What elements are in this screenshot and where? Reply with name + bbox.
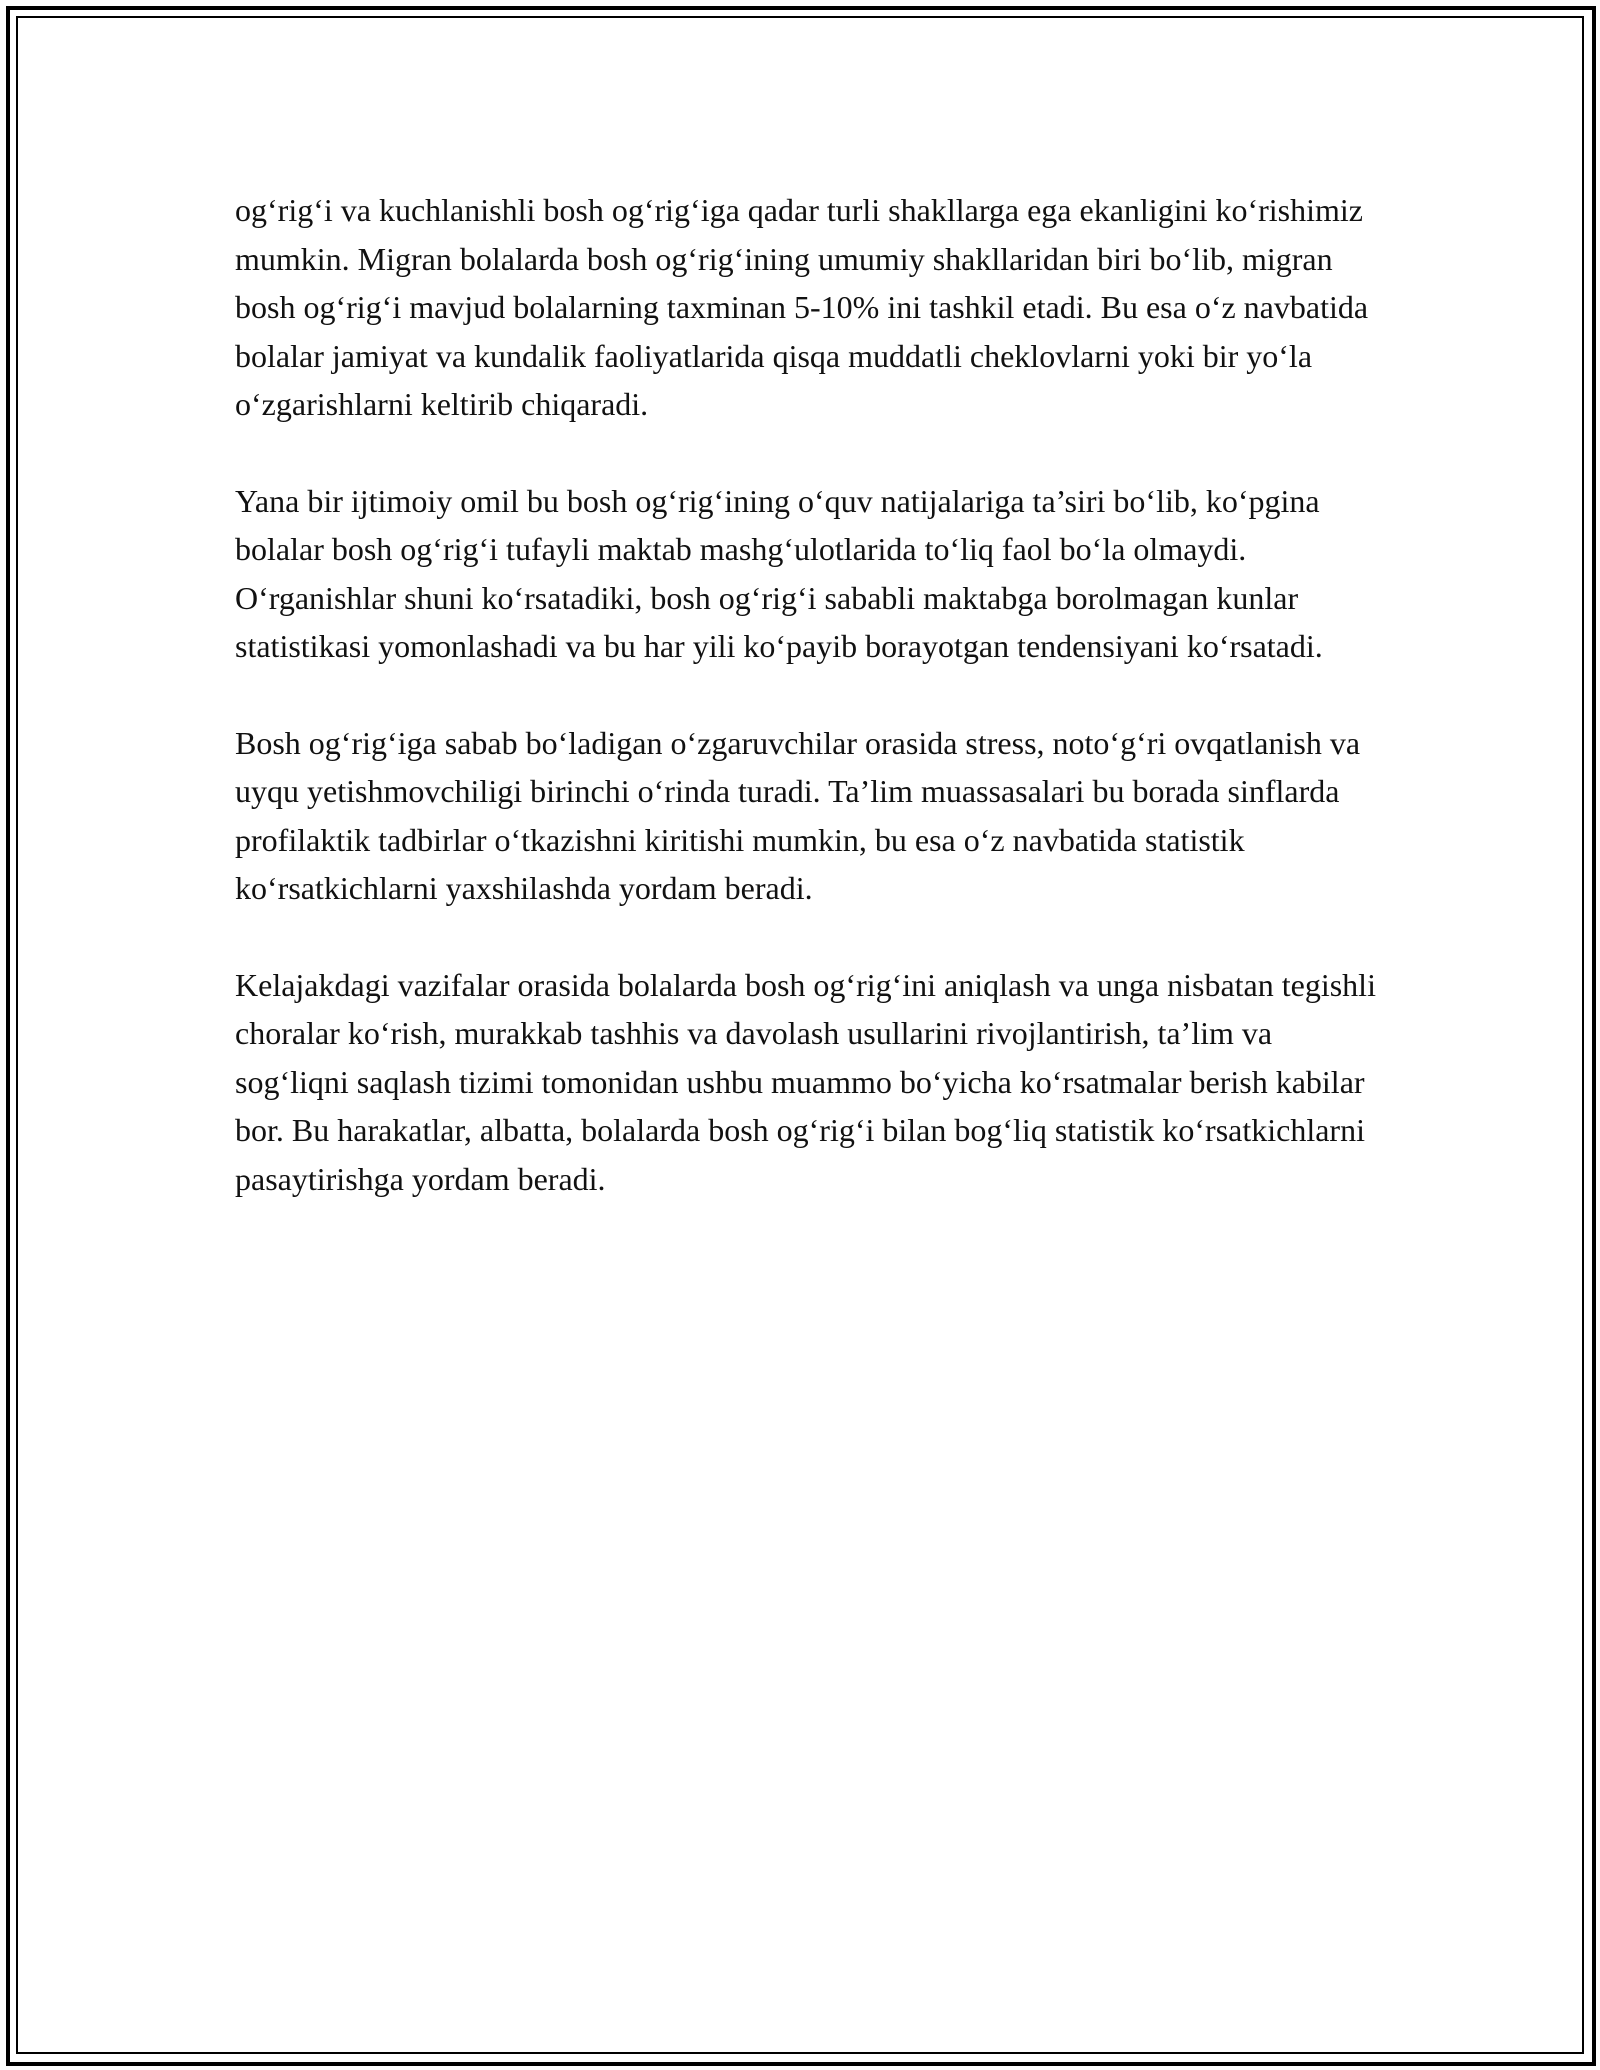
document-body [235,186,1385,1251]
paragraph-4: Kelajakdagi vazifalar orasida bolalarda bosh og‘rig‘ini aniqlash va unga nisbatan tegishli choralar ko‘rish, murakkab tashhis va davolash usullarini rivojlantirish, ta’lim va sog‘liqni saqlash tizimi tomonidan ushbu muammo bo‘yicha ko‘rsatmalar berish kabilar bor. Bu harakatlar, albatta, bolalarda bosh og‘rig‘i bilan bog‘liq statistik ko‘rsatkichlarni pasaytirishga yordam beradi. [235,966,1376,1197]
paragraph-3: Bosh og‘rig‘iga sabab bo‘ladigan o‘zgaruvchilar orasida stress, noto‘g‘ri ovqatlanish va uyqu yetishmovchiligi birinchi o‘rinda turadi. Ta’lim muassasalari bu borada sinflarda profilaktik tadbirlar o‘tkazishni kiritishi mumkin, bu esa o‘z navbatida statistik ko‘rsatkichlarni yaxshilashda yordam beradi. [235,724,1361,906]
paragraph-1: og‘rig‘i va kuchlanishli bosh og‘rig‘iga qadar turli shakllarga ega ekanligini ko‘rishimiz mumkin. Migran bolalarda bosh og‘rig‘ining umumiy shakllaridan biri bo‘lib, migran bosh og‘rig‘i mavjud bolalarning taxminan 5-10% ini tashkil etadi. Bu esa o‘z navbatida bolalar jamiyat va kundalik faoliyatlarida qisqa muddatli cheklovlarni yoki bir yo‘la o‘zgarishlarni keltirib chiqaradi. [235,192,1369,422]
paragraph-2: Yana bir ijtimoiy omil bu bosh og‘rig‘ining o‘quv natijalariga ta’siri bo‘lib, ko‘pgina bolalar bosh og‘rig‘i tufayli maktab mashg‘ulotlarida to‘liq faol bo‘la olmaydi. O‘rganishlar shuni ko‘rsatadiki, bosh og‘rig‘i sababli maktabga borolmagan kunlar statistikasi yomonlashadi va bu har yili ko‘payib borayotgan tendensiyani ko‘rsatadi. [235,482,1323,664]
